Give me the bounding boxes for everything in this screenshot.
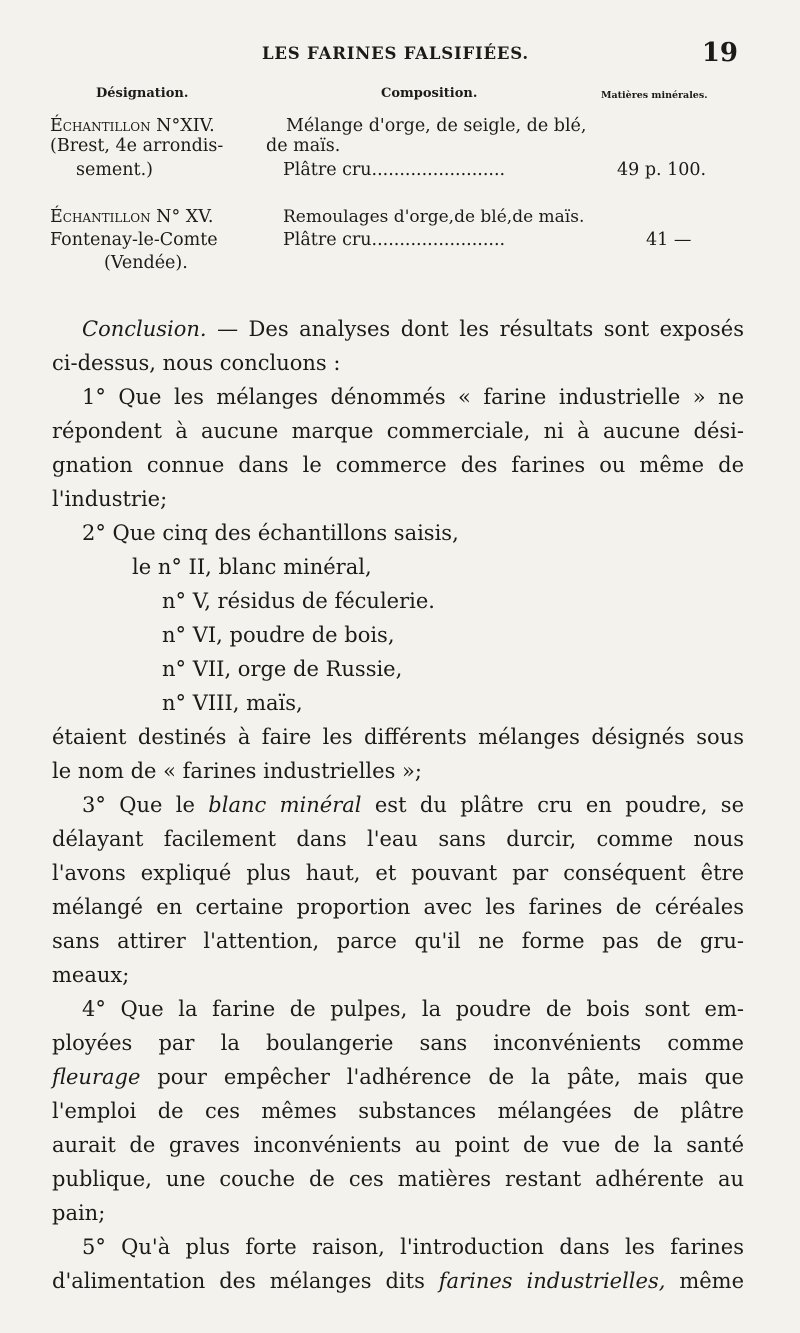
sample-designation: Fontenay-le-Comte — [50, 230, 218, 250]
text-line: ployées par la boulangerie sans inconvénients comme — [52, 1031, 744, 1055]
sample-list-item: n° VIII, maïs, — [162, 691, 303, 715]
sample-list-item: n° VII, orge de Russie, — [162, 657, 403, 681]
sample-mineral-value: 49 p. 100. — [617, 160, 707, 180]
text-line: 1° Que les mélanges dénommés « farine industrielle » ne — [82, 385, 744, 409]
sample-designation: sement.) — [76, 160, 153, 180]
text-line: étaient destinés à faire les différents mélanges désignés sous — [52, 725, 744, 749]
sample-composition: de maïs. — [266, 136, 341, 156]
sample-designation: (Vendée). — [104, 253, 188, 273]
conclusion-heading-line: Conclusion. — Des analyses dont les résultats sont exposés — [82, 317, 744, 341]
text-line: 2° Que cinq des échantillons saisis, — [82, 521, 459, 545]
text-line: 3° Que le blanc minéral est du plâtre cru en poudre, se — [82, 793, 744, 817]
text-line: l'industrie; — [52, 487, 168, 511]
sample-composition: Plâtre cru........................ — [283, 230, 506, 250]
page-number: 19 — [701, 38, 738, 68]
column-header-composition: Composition. — [381, 86, 478, 101]
text-line: délayant facilement dans l'eau sans durcir, comme nous — [52, 827, 744, 851]
text-line: 4° Que la farine de pulpes, la poudre de bois sont em- — [82, 997, 744, 1021]
text-line: répondent à aucune marque commerciale, ni à aucune dési- — [52, 419, 744, 443]
text-line: d'alimentation des mélanges dits farines industrielles, même — [52, 1269, 745, 1293]
sample-designation: Échantillon N°XIV. — [50, 116, 215, 136]
column-header-matieres: Matières minérales. — [601, 90, 708, 101]
sample-list-item: n° VI, poudre de bois, — [162, 623, 395, 647]
column-header-designation: Désignation. — [96, 86, 189, 101]
sample-composition: Remoulages d'orge,de blé,de maïs. — [283, 207, 585, 227]
text-line: sans attirer l'attention, parce qu'il ne forme pas de gru- — [52, 929, 744, 953]
sample-list-item: le n° II, blanc minéral, — [132, 555, 372, 579]
sample-composition: Mélange d'orge, de seigle, de blé, — [286, 116, 587, 136]
text-line: fleurage pour empêcher l'adhérence de la pâte, mais que — [52, 1065, 744, 1089]
text-line: mélangé en certaine proportion avec les farines de céréales — [52, 895, 744, 919]
text-line: gnation connue dans le commerce des farines ou même de — [52, 453, 744, 477]
text-line: le nom de « farines industrielles »; — [52, 759, 422, 783]
conclusion-text — [52, 312, 744, 1298]
text-line: 5° Qu'à plus forte raison, l'introduction dans les farines — [82, 1235, 744, 1259]
text-line: aurait de graves inconvénients au point de vue de la santé — [52, 1133, 744, 1157]
text-line: publique, une couche de ces matières restant adhérente au — [52, 1167, 744, 1191]
text-line: l'emploi de ces mêmes substances mélangées de plâtre — [52, 1099, 744, 1123]
sample-mineral-value: 41 — — [646, 230, 692, 250]
sample-list-item: n° V, résidus de féculerie. — [162, 589, 435, 613]
conclusion-label: Conclusion. — [82, 317, 207, 341]
text-line: meaux; — [52, 963, 130, 987]
running-title: LES FARINES FALSIFIÉES. — [262, 44, 529, 63]
sample-designation: Échantillon N° XV. — [50, 207, 214, 227]
sample-designation: (Brest, 4e arrondis- — [50, 136, 224, 156]
text-line: l'avons expliqué plus haut, et pouvant par conséquent être — [52, 861, 744, 885]
text-line: pain; — [52, 1201, 106, 1225]
sample-composition: Plâtre cru........................ — [283, 160, 506, 180]
text-line: ci-dessus, nous concluons : — [52, 351, 341, 375]
